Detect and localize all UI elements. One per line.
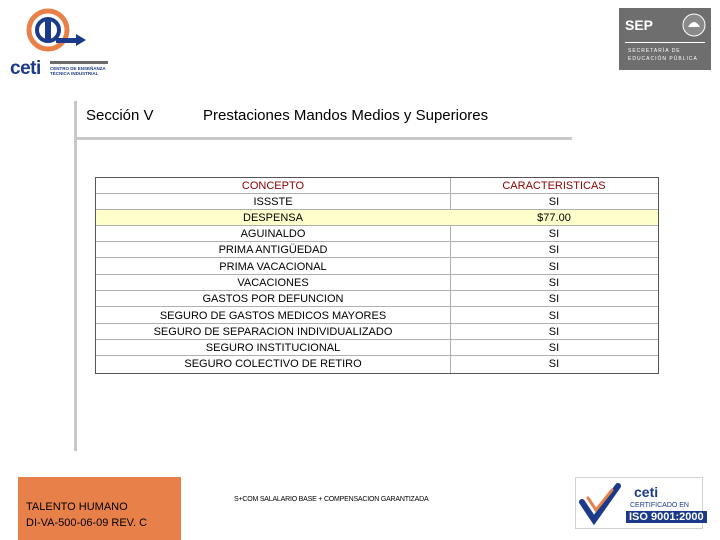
footer-document-code: DI-VA-500-06-09 REV. C [26, 517, 148, 529]
iso-certification-logo [575, 477, 703, 529]
sep-subtitle-2: EDUCACIÓN PÚBLICA [628, 56, 698, 62]
table-row [96, 226, 658, 242]
ceti-subtitle-1: CENTRO DE ENSEÑANZA [50, 66, 106, 71]
row-concepto: PRIMA ANTIGÜEDAD [218, 244, 328, 256]
table-row [96, 275, 658, 291]
sep-logo [619, 8, 711, 70]
row-concepto: DESPENSA [243, 212, 303, 224]
ceti-emblem-icon [16, 8, 96, 58]
row-concepto: VACACIONES [237, 277, 309, 289]
ceti-subtitle-2: TÉCNICA INDUSTRIAL [50, 71, 99, 76]
table-row-highlighted [96, 210, 658, 226]
table-row [96, 340, 658, 356]
header-concepto: CONCEPTO [241, 180, 305, 192]
section-title: Prestaciones Mandos Medios y Superiores [203, 107, 489, 124]
footer-department: TALENTO HUMANO [26, 501, 128, 513]
row-valor: SI [548, 358, 560, 370]
row-valor: SI [548, 244, 560, 256]
row-valor: SI [548, 228, 560, 240]
cert-line-1: CERTIFICADO EN [630, 502, 689, 509]
row-concepto: AGUINALDO [240, 228, 306, 240]
row-concepto: ISSSTE [253, 196, 293, 208]
table-row [96, 259, 658, 275]
row-concepto: PRIMA VACACIONAL [219, 261, 327, 273]
row-valor: $77.00 [537, 212, 571, 224]
horizontal-rule [74, 137, 572, 140]
cert-line-2: ISO 9001:2000 [626, 511, 707, 523]
section-label: Sección V [86, 107, 154, 124]
row-concepto: GASTOS POR DEFUNCION [202, 293, 344, 305]
row-concepto: SEGURO DE SEPARACION INDIVIDUALIZADO [153, 326, 393, 338]
row-valor: SI [548, 293, 560, 305]
table-header-row [96, 178, 658, 194]
footnote: S+COM SALALARIO BASE + COMPENSACION GARANTIZADA [234, 496, 429, 503]
row-valor: SI [548, 277, 560, 289]
row-valor: SI [548, 342, 560, 354]
sep-subtitle-1: SECRETARÍA DE [628, 48, 681, 54]
vertical-rule [74, 101, 77, 451]
row-valor: SI [548, 310, 560, 322]
row-valor: SI [548, 196, 560, 208]
table-row [96, 194, 658, 210]
header-caracteristicas: CARACTERISTICAS [502, 180, 606, 192]
cert-brand: ceti [634, 484, 659, 500]
table-row [96, 324, 658, 340]
ceti-logo [6, 8, 116, 78]
row-valor: SI [548, 326, 560, 338]
table-row [96, 356, 658, 372]
ceti-divider [50, 61, 108, 64]
sep-emblem-icon [681, 12, 707, 38]
benefits-table [95, 177, 659, 374]
table-row [96, 308, 658, 324]
sep-brand: SEP [625, 17, 654, 33]
row-concepto: SEGURO INSTITUCIONAL [205, 342, 341, 354]
ceti-brand: ceti [10, 58, 41, 79]
sep-divider [625, 42, 705, 43]
table-row [96, 242, 658, 258]
footer-box [18, 477, 181, 540]
row-concepto: SEGURO COLECTIVO DE RETIRO [184, 358, 362, 370]
iso-check-icon [578, 480, 624, 526]
row-concepto: SEGURO DE GASTOS MEDICOS MAYORES [159, 310, 387, 322]
table-row [96, 291, 658, 307]
row-valor: SI [548, 261, 560, 273]
